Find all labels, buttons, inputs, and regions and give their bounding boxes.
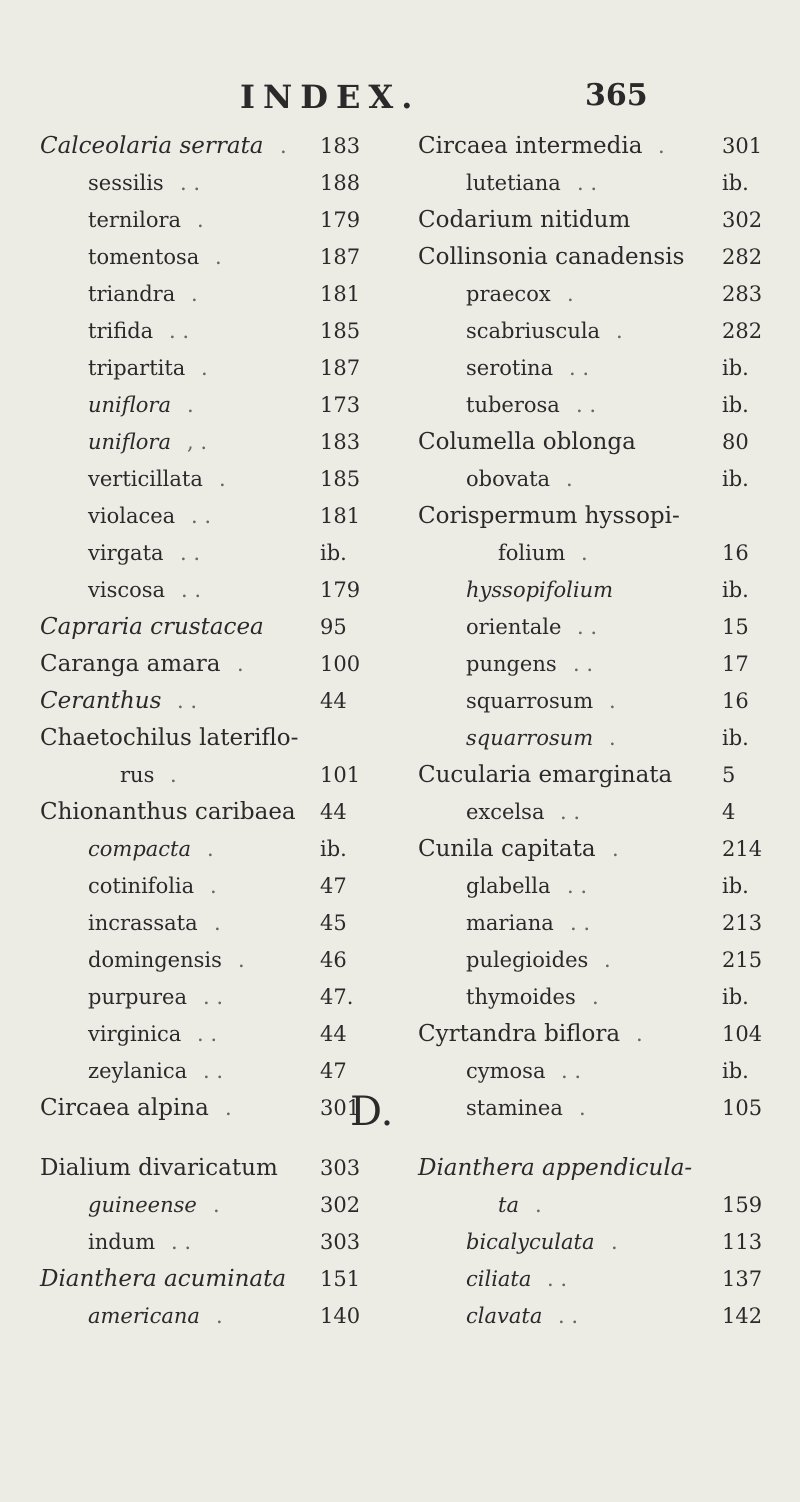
entry-name: compacta [88,837,192,861]
index-entry [418,239,778,276]
entry-page-number: 101 [320,763,361,787]
entry-page-number: 142 [722,1304,763,1328]
entry-page-number: 44 [320,800,347,824]
entry-name: verticillata [88,467,203,491]
entry-name: folium [498,541,566,565]
entry-leader-dots: . [238,948,245,972]
index-entry [40,202,380,239]
entry-leader-dots: . . [203,1059,224,1083]
entry-name: rus [120,763,155,787]
entry-page-number: ib. [722,356,749,380]
entry-leader-dots: . . [567,874,588,898]
entry-name: mariana [466,911,554,935]
entry-page-number: ib. [722,578,749,602]
entry-name: lutetiana [466,171,561,195]
index-entry [40,165,380,202]
entry-leader-dots: . [197,208,204,232]
entry-leader-dots: . [280,134,287,158]
entry-name: americana [88,1304,200,1328]
entry-name: tripartita [88,356,186,380]
index-column-right-top [418,128,778,1127]
entry-leader-dots: . [214,911,221,935]
entry-name: scabriuscula [466,319,601,343]
entry-leader-dots: . [616,319,623,343]
entry-name: cymosa [466,1059,546,1083]
entry-name: pungens [466,652,557,676]
entry-page-number: ib. [722,874,749,898]
entry-name: squarrosum [466,726,594,750]
entry-leader-dots: . . [573,652,594,676]
entry-page-number: 44 [320,689,347,713]
index-entry [418,942,778,979]
entry-leader-dots: . [581,541,588,565]
entry-page-number: 188 [320,171,361,195]
entry-page-number: 282 [722,319,763,343]
entry-name: Circaea intermedia [418,133,643,159]
index-entry [418,1090,778,1127]
index-entry [418,387,778,424]
index-entry [40,1261,380,1298]
index-entry [40,609,380,646]
index-entry [40,313,380,350]
entry-name: zeylanica [88,1059,188,1083]
entry-leader-dots: . [579,1096,586,1120]
entry-page-number: 137 [722,1267,763,1291]
entry-name: Cucularia emarginata [418,762,673,788]
entry-leader-dots: . [187,393,194,417]
entry-page-number: 15 [722,615,749,639]
page-header [0,78,800,118]
index-entry [40,239,380,276]
entry-leader-dots: . . [180,171,201,195]
index-entry [418,1150,778,1187]
entry-leader-dots: . . [169,319,190,343]
index-entry [40,757,380,794]
entry-page-number: 104 [722,1022,763,1046]
entry-name: Codarium nitidum [418,207,631,233]
entry-name: praecox [466,282,551,306]
entry-page-number: 187 [320,245,361,269]
index-entry [418,609,778,646]
section-letter: D. [350,1089,394,1135]
entry-name: Corispermum hyssopi- [418,503,680,529]
entry-name: Columella oblonga [418,429,636,455]
entry-leader-dots: . . [561,1059,582,1083]
entry-leader-dots: . [535,1193,542,1217]
index-entry [418,1016,778,1053]
entry-name: triandra [88,282,176,306]
entry-name: bicalyculata [466,1230,595,1254]
entry-page-number: 105 [722,1096,763,1120]
index-entry [418,1298,778,1335]
index-entry [40,1150,380,1187]
entry-name: glabella [466,874,551,898]
entry-page-number: 302 [722,208,763,232]
entry-name: serotina [466,356,554,380]
entry-page-number: 187 [320,356,361,380]
entry-name: uniflora [88,393,171,417]
entry-leader-dots: . [636,1022,643,1046]
index-entry [418,276,778,313]
index-entry [418,757,778,794]
entry-leader-dots: . [210,874,217,898]
entry-name: ciliata [466,1267,532,1291]
entry-name: tomentosa [88,245,200,269]
entry-name: Chionanthus caribaea [40,799,296,825]
index-column-left-bottom [40,1150,380,1335]
entry-page-number: 301 [320,1096,361,1120]
entry-name: guineense [88,1193,197,1217]
entry-name: cotinifolia [88,874,195,898]
entry-page-number: 44 [320,1022,347,1046]
entry-page-number: 185 [320,319,361,343]
entry-leader-dots: . [658,134,665,158]
entry-name: obovata [466,467,551,491]
index-entry [418,461,778,498]
index-entry [40,1187,380,1224]
entry-leader-dots: . [604,948,611,972]
entry-name: viscosa [88,578,166,602]
entry-name: Dianthera acuminata [40,1266,287,1292]
entry-leader-dots: . [592,985,599,1009]
index-entry [40,1053,380,1090]
entry-name: purpurea [88,985,187,1009]
index-entry [418,1261,778,1298]
index-entry [40,1016,380,1053]
entry-page-number: 46 [320,948,347,972]
index-entry [418,794,778,831]
entry-page-number: ib. [722,171,749,195]
index-entry [40,424,380,461]
entry-name: indum [88,1230,156,1254]
entry-leader-dots: . [215,245,222,269]
entry-page-number: ib. [722,393,749,417]
entry-name: virginica [88,1022,182,1046]
index-entry [418,128,778,165]
index-entry [40,128,380,165]
entry-leader-dots: , . [187,430,208,454]
index-entry [418,350,778,387]
entry-leader-dots: . . [203,985,224,1009]
entry-page-number: 183 [320,430,361,454]
entry-leader-dots: . . [197,1022,218,1046]
index-entry [40,461,380,498]
entry-name: incrassata [88,911,198,935]
index-entry [418,979,778,1016]
index-entry [418,424,778,461]
entry-name: Dianthera appendicula- [418,1155,693,1181]
index-column-right-bottom [418,1150,778,1335]
entry-leader-dots: . . [558,1304,579,1328]
index-entry [40,905,380,942]
entry-page-number: 183 [320,134,361,158]
entry-page-number: 47 [320,874,347,898]
entry-page-number: 95 [320,615,347,639]
entry-name: Cyrtandra biflora [418,1021,621,1047]
entry-leader-dots: . . [177,689,198,713]
index-entry [40,646,380,683]
entry-name: orientale [466,615,562,639]
entry-leader-dots: . [566,467,573,491]
entry-page-number: 151 [320,1267,361,1291]
entry-name: Ceranthus [40,688,162,714]
entry-name: staminea [466,1096,563,1120]
entry-leader-dots: . . [569,356,590,380]
index-entry [418,1224,778,1261]
index-entry [418,1187,778,1224]
entry-leader-dots: . [609,726,616,750]
entry-name: tuberosa [466,393,560,417]
entry-page-number: 5 [722,763,736,787]
entry-page-number: ib. [722,1059,749,1083]
entry-leader-dots: . [237,652,244,676]
entry-page-number: ib. [320,541,347,565]
entry-name: ternilora [88,208,182,232]
entry-leader-dots: . [609,689,616,713]
entry-page-number: 45 [320,911,347,935]
entry-name: Caranga amara [40,651,221,677]
entry-page-number: 47. [320,985,354,1009]
entry-page-number: ib. [722,467,749,491]
entry-page-number: ib. [320,837,347,861]
entry-name: Calceolaria serrata [40,133,264,159]
entry-page-number: 47 [320,1059,347,1083]
index-entry [418,831,778,868]
index-entry [418,572,778,609]
entry-name: hyssopifolium [466,578,614,602]
entry-leader-dots: . . [570,911,591,935]
entry-page-number: 179 [320,578,361,602]
entry-leader-dots: . . [171,1230,192,1254]
entry-name: virgata [88,541,164,565]
index-entry [418,683,778,720]
index-entry [418,202,778,239]
entry-name: ta [498,1193,519,1217]
entry-leader-dots: . . [576,393,597,417]
entry-leader-dots: . . [577,171,598,195]
running-title: INDEX. [240,78,421,116]
entry-name: Chaetochilus lateriflo- [40,725,299,751]
entry-leader-dots: . [225,1096,232,1120]
entry-name: Capraria crustacea [40,614,264,640]
entry-name: thymoides [466,985,576,1009]
entry-page-number: ib. [722,726,749,750]
index-entry [40,498,380,535]
index-entry [418,646,778,683]
index-entry [40,794,380,831]
entry-name: Dialium divaricatum [40,1155,278,1181]
index-entry [418,720,778,757]
entry-leader-dots: . . [191,504,212,528]
page-number: 365 [585,78,648,113]
entry-leader-dots: . [207,837,214,861]
entry-page-number: 303 [320,1230,361,1254]
entry-page-number: 185 [320,467,361,491]
entry-page-number: 214 [722,837,763,861]
index-entry [40,350,380,387]
index-entry [40,942,380,979]
entry-leader-dots: . . [560,800,581,824]
entry-leader-dots: . [611,1230,618,1254]
entry-page-number: 80 [722,430,749,454]
entry-leader-dots: . [567,282,574,306]
entry-leader-dots: . . [181,578,202,602]
entry-page-number: 113 [722,1230,763,1254]
index-entry [418,905,778,942]
entry-name: clavata [466,1304,543,1328]
entry-name: violacea [88,504,176,528]
entry-leader-dots: . [213,1193,220,1217]
entry-name: Collinsonia canadensis [418,244,685,270]
index-entry [418,1053,778,1090]
index-entry [40,387,380,424]
entry-name: squarrosum [466,689,594,713]
entry-leader-dots: . . [547,1267,568,1291]
entry-page-number: 303 [320,1156,361,1180]
entry-page-number: 159 [722,1193,763,1217]
entry-page-number: 17 [722,652,749,676]
entry-leader-dots: . [612,837,619,861]
entry-leader-dots: . [219,467,226,491]
index-entry [418,498,778,535]
entry-name: trifida [88,319,154,343]
entry-page-number: 179 [320,208,361,232]
index-entry [40,1224,380,1261]
index-entry [418,165,778,202]
entry-name: excelsa [466,800,545,824]
index-entry [418,313,778,350]
index-entry [40,868,380,905]
index-entry [40,683,380,720]
entry-page-number: 282 [722,245,763,269]
entry-name: Cunila capitata [418,836,596,862]
entry-page-number: 181 [320,282,361,306]
index-entry [40,572,380,609]
entry-name: Circaea alpina [40,1095,209,1121]
index-entry [418,535,778,572]
entry-page-number: 16 [722,689,749,713]
entry-page-number: 181 [320,504,361,528]
entry-page-number: 4 [722,800,736,824]
entry-page-number: 173 [320,393,361,417]
entry-leader-dots: . [170,763,177,787]
entry-page-number: 16 [722,541,749,565]
entry-page-number: 100 [320,652,361,676]
index-entry [40,979,380,1016]
entry-leader-dots: . [216,1304,223,1328]
entry-page-number: 302 [320,1193,361,1217]
entry-name: pulegioides [466,948,589,972]
index-entry [40,1090,380,1127]
entry-name: uniflora [88,430,171,454]
index-entry [40,276,380,313]
index-column-left-top [40,128,380,1127]
entry-page-number: 213 [722,911,763,935]
index-entry [40,1298,380,1335]
entry-page-number: 215 [722,948,763,972]
entry-page-number: 140 [320,1304,361,1328]
index-entry [40,535,380,572]
entry-leader-dots: . [191,282,198,306]
entry-page-number: 283 [722,282,763,306]
index-entry [40,720,380,757]
index-entry [418,868,778,905]
entry-name: sessilis [88,171,164,195]
entry-leader-dots: . . [577,615,598,639]
entry-page-number: ib. [722,985,749,1009]
entry-page-number: 301 [722,134,763,158]
entry-leader-dots: . . [180,541,201,565]
entry-leader-dots: . [201,356,208,380]
entry-name: domingensis [88,948,222,972]
index-entry [40,831,380,868]
